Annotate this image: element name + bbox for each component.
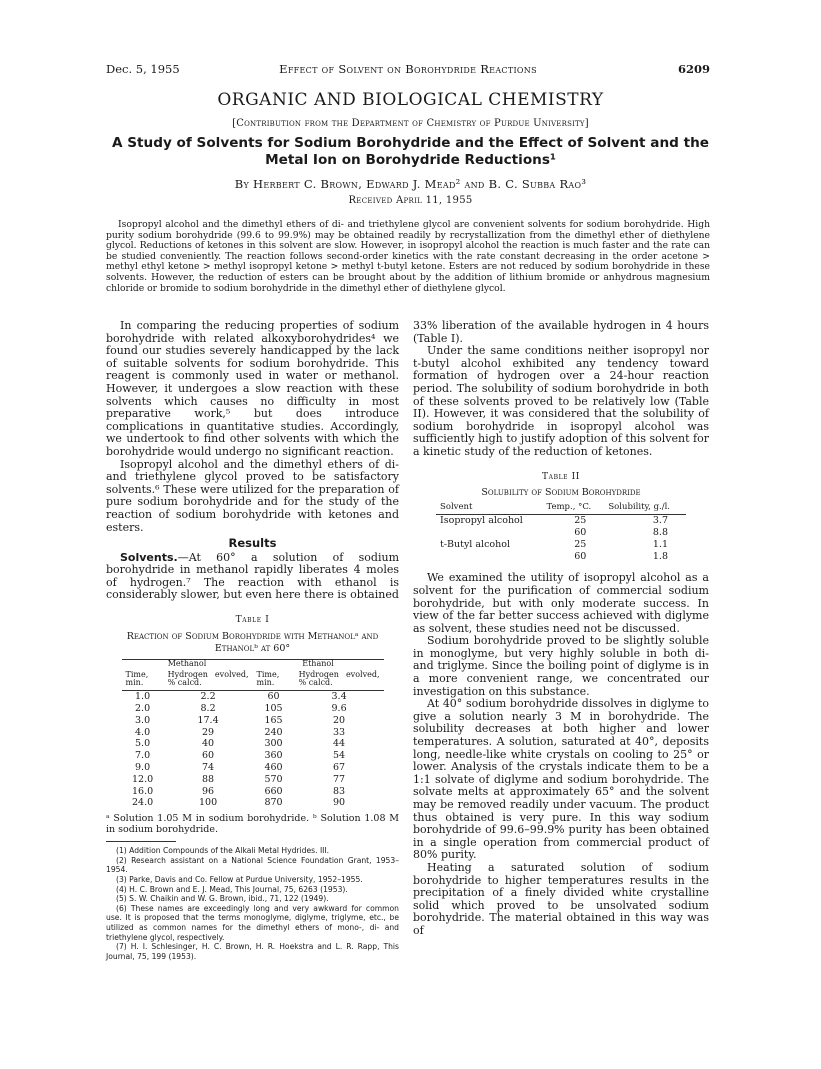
- table-cell: 60: [574, 550, 587, 562]
- table-cell: 8.2: [200, 703, 216, 715]
- table-cell: 3.7: [652, 515, 668, 527]
- table-cell: 83: [333, 785, 346, 797]
- table-cell: 100: [198, 797, 218, 809]
- table-row: [122, 762, 384, 774]
- paragraph: Isopropyl alcohol and the dimethyl ethers of di- and triethylene glycol proved to be satisfactory solvents.⁶ These were utilized for the preparation of pure sodium borohydride and for the study of the reaction of sodium borohydride with ketones and esters.: [106, 457, 399, 534]
- authors: By Herbert C. Brown, Edward J. Mead² and B. C. Subba Rao³: [234, 177, 587, 191]
- table-row: [122, 703, 384, 715]
- table1-label: Table I: [235, 615, 270, 626]
- contribution-line: [Contribution from the Department of Chemistry of Purdue University]: [232, 118, 589, 129]
- table-cell: 460: [264, 762, 283, 774]
- table1-group-ethanol: Ethanol: [252, 659, 383, 671]
- paragraph-text: —At 60° a solution of sodium borohydride in methanol rapidly liberates 4 moles of hydrogen.⁷ The reaction with ethanol is considerably slower, but even here there is obtained: [106, 550, 399, 602]
- table-row: [122, 750, 384, 762]
- table-cell: 12.0: [131, 773, 154, 785]
- table1-body: [122, 691, 384, 809]
- footnote: (6) These names are exceedingly long and very awkward for common use. It is proposed that the terms monoglyme, diglyme, triglyme, etc., be utilized as common names for the dimethyl ethers of mono-, di- and triethylene glycol, respectively.: [106, 903, 399, 942]
- footnote: (4) H. C. Brown and E. J. Mead, This Journal, 75, 6263 (1953).: [116, 884, 348, 894]
- paragraph: Heating a saturated solution of sodium borohydride to higher temperatures results in the precipitation of a finely divided white crystalline solid which proved to be unsolvated sodium borohydride. The material obtained in this way was of: [413, 860, 709, 937]
- table-row: [436, 551, 686, 563]
- right-column: [413, 320, 709, 938]
- abstract: Isopropyl alcohol and the dimethyl ethers of di- and triethylene glycol are convenient solvents for sodium borohydride. High purity sodium borohydride (99.6 to 99.9%) may be obtained readily by recrystallization from the dimethyl ether of diethylene glycol. Reductions of ketones in this solvent are slow. However, in isopropyl alcohol the reaction is much faster and the rate can be studied conveniently. The reaction follows second-order kinetics with the rate constant decreasing in the order acetone > methyl ethyl ketone > methyl isopropyl ketone > methyl t-butyl ketone. Esters are not reduced by sodium borohydride in these solvents. However, the reduction of esters can be brought about by the addition of lithium bromide or anhydrous magnesium chloride or bromide to sodium borohydride in the dimethyl ether of diethylene glycol.: [106, 219, 710, 294]
- running-head-date: Dec. 5, 1955: [106, 62, 180, 76]
- table2-col-solvent: Solvent: [436, 503, 542, 515]
- section-title: ORGANIC AND BIOLOGICAL CHEMISTRY: [217, 90, 604, 110]
- table-cell: 16.0: [131, 785, 154, 797]
- paragraph: [106, 552, 399, 602]
- table1-note: ᵃ Solution 1.05 M in sodium borohydride. ᵇ Solution 1.08 M in sodium borohydride.: [106, 813, 399, 836]
- paragraph: We examined the utility of isopropyl alcohol as a solvent for the purification of commercial sodium borohydride, but with only moderate success. In view of the far better success achieved with diglyme as solvent, these studies need not be discussed.: [413, 571, 709, 635]
- footnote: (2) Research assistant on a National Science Foundation Grant, 1953–1954.: [106, 855, 399, 875]
- table2-label: Table II: [542, 471, 580, 482]
- table2-body: [436, 515, 686, 563]
- paragraph: Under the same conditions neither isopropyl nor t-butyl alcohol exhibited any tendency toward formation of hydrogen over a 24-hour reaction period. The solubility of sodium borohydride in both of these solvents proved to be relatively low (Table II). However, it was considered that the solubility of sodium borohydride in isopropyl alcohol was sufficiently high to justify adoption of this solvent for a kinetic study of the reduction of ketones.: [413, 344, 709, 458]
- table-cell: 33: [333, 726, 346, 738]
- table-cell: 240: [264, 726, 283, 738]
- table-cell: 165: [264, 714, 283, 726]
- table-cell: 4.0: [135, 726, 151, 738]
- table-cell: 60: [202, 750, 215, 762]
- table-row: [436, 539, 686, 551]
- table1-col-hydrogen: Hydrogen evolved, % calcd.: [164, 671, 253, 691]
- table-cell: 570: [264, 773, 283, 785]
- paragraph: At 40° sodium borohydride dissolves in diglyme to give a solution nearly 3 M in borohydride. The solubility decreases at both higher and lower temperatures. A solution, saturated at 40°, deposits long, needle-like white crystals on cooling to 25° or lower. Analysis of the crystals indicate them to be a 1:1 solvate of diglyme and sodium borohydride. The solvate melts at approximately 65° and the solvent may be removed readily under vacuum. The product thus obtained is very pure. In this way sodium borohydride of 99.6–99.9% purity has been obtained in a single operation from commercial product of 80% purity.: [413, 697, 709, 862]
- paragraph: Sodium borohydride proved to be slightly soluble in monoglyme, but very highly soluble in both di- and triglyme. Since the boiling point of diglyme is in a more convenient range, we concentrated our investigation on this substance.: [413, 634, 709, 698]
- table-cell: 44: [333, 738, 346, 750]
- running-head: [106, 62, 710, 78]
- running-head-title: Effect of Solvent on Borohydride Reactions: [279, 62, 537, 76]
- table-cell: 3.4: [331, 691, 347, 703]
- table2-caption: Solubility of Sodium Borohydride: [481, 487, 641, 499]
- table-cell: 20: [333, 714, 346, 726]
- article-title: A Study of Solvents for Sodium Borohydride and the Effect of Solvent and the Metal Ion on Borohydride Reductions¹: [112, 135, 709, 168]
- footnote: (3) Parke, Davis and Co. Fellow at Purdue University, 1952–1955.: [116, 875, 363, 885]
- table-cell: 9.6: [331, 703, 347, 715]
- table-cell: t-Butyl alcohol: [440, 538, 510, 550]
- table-cell: 2.0: [135, 703, 151, 715]
- table-cell: 1.8: [652, 550, 668, 562]
- paragraph: In comparing the reducing properties of sodium borohydride with related alkoxyborohydrides⁴ we found our studies severely handicapped by the lack of suitable solvents for sodium borohydride. This reagent is commonly used in water or methanol. However, it undergoes a slow reaction with these solvents which causes no difficulty in most preparative work,⁵ but does introduce complications in quantitative studies. Accordingly, we undertook to find other solvents with which the borohydride would undergo no significant reaction.: [106, 319, 399, 458]
- table-cell: 300: [264, 738, 283, 750]
- table-cell: 24.0: [131, 797, 154, 809]
- table-cell: 96: [202, 785, 215, 797]
- table-cell: 90: [333, 797, 346, 809]
- table-row: [122, 715, 384, 727]
- page-number: 6209: [677, 62, 710, 76]
- table-cell: 9.0: [135, 762, 151, 774]
- received-date: Received April 11, 1955: [348, 195, 473, 206]
- table-cell: 660: [264, 785, 283, 797]
- table-cell: 67: [333, 762, 346, 774]
- table-cell: 74: [202, 762, 215, 774]
- table-cell: 29: [202, 726, 215, 738]
- paragraph: 33% liberation of the available hydrogen in 4 hours (Table I).: [413, 319, 709, 345]
- table-cell: 88: [202, 773, 215, 785]
- table-cell: 3.0: [135, 714, 151, 726]
- table1-caption: Reaction of Sodium Borohydride with Methanolᵃ and Ethanolᵇ at 60°: [126, 630, 379, 654]
- table-cell: 360: [264, 750, 283, 762]
- run-in-heading: Solvents.: [120, 550, 178, 564]
- table1-col-time: Time, min.: [122, 671, 164, 691]
- table-cell: 7.0: [135, 750, 151, 762]
- table-cell: 40: [202, 738, 215, 750]
- results-heading: Results: [228, 536, 277, 551]
- table-row: [122, 774, 384, 786]
- table-cell: 17.4: [197, 714, 219, 726]
- table-cell: 105: [264, 703, 283, 715]
- table-cell: 1.0: [135, 691, 151, 703]
- table-cell: 8.8: [652, 526, 668, 538]
- table-cell: [436, 527, 542, 539]
- table-cell: 25: [574, 538, 587, 550]
- table-cell: 5.0: [135, 738, 151, 750]
- table-cell: 25: [574, 515, 587, 527]
- table-row: [122, 738, 384, 750]
- table2: [436, 503, 686, 562]
- table-row: [436, 515, 686, 527]
- table1-group-methanol: Methanol: [122, 659, 253, 671]
- table-row: [122, 797, 384, 809]
- table-cell: [436, 551, 542, 563]
- footnotes: [106, 846, 399, 961]
- table-cell: 870: [264, 797, 283, 809]
- table1-col-hydrogen: Hydrogen evolved, % calcd.: [295, 671, 384, 691]
- table-cell: 2.2: [200, 691, 216, 703]
- footnote: (1) Addition Compounds of the Alkali Metal Hydrides. III.: [116, 846, 330, 856]
- footnote: (5) S. W. Chaikin and W. G. Brown, ibid., 71, 122 (1949).: [116, 894, 329, 904]
- table-cell: 1.1: [652, 538, 668, 550]
- left-column: [106, 320, 399, 961]
- table-row: [122, 727, 384, 739]
- table-cell: 77: [333, 773, 346, 785]
- footnote: (7) H. I. Schlesinger, H. C. Brown, H. R. Hoekstra and L. R. Rapp, This Journal, 75, 199 (1953).: [106, 942, 399, 961]
- footnote-rule: [106, 841, 176, 842]
- table-cell: 60: [574, 526, 587, 538]
- table-row: [436, 527, 686, 539]
- table1: [122, 659, 384, 810]
- table-cell: 54: [333, 750, 346, 762]
- table-cell: Isopropyl alcohol: [440, 515, 523, 527]
- table-row: [122, 786, 384, 798]
- table1-col-time: Time, min.: [252, 671, 294, 691]
- table2-col-temp: Temp., °C.: [542, 503, 604, 515]
- table-row: [122, 691, 384, 703]
- table2-col-solubility: Solubility, g./l.: [604, 503, 686, 515]
- table-cell: 60: [267, 691, 280, 703]
